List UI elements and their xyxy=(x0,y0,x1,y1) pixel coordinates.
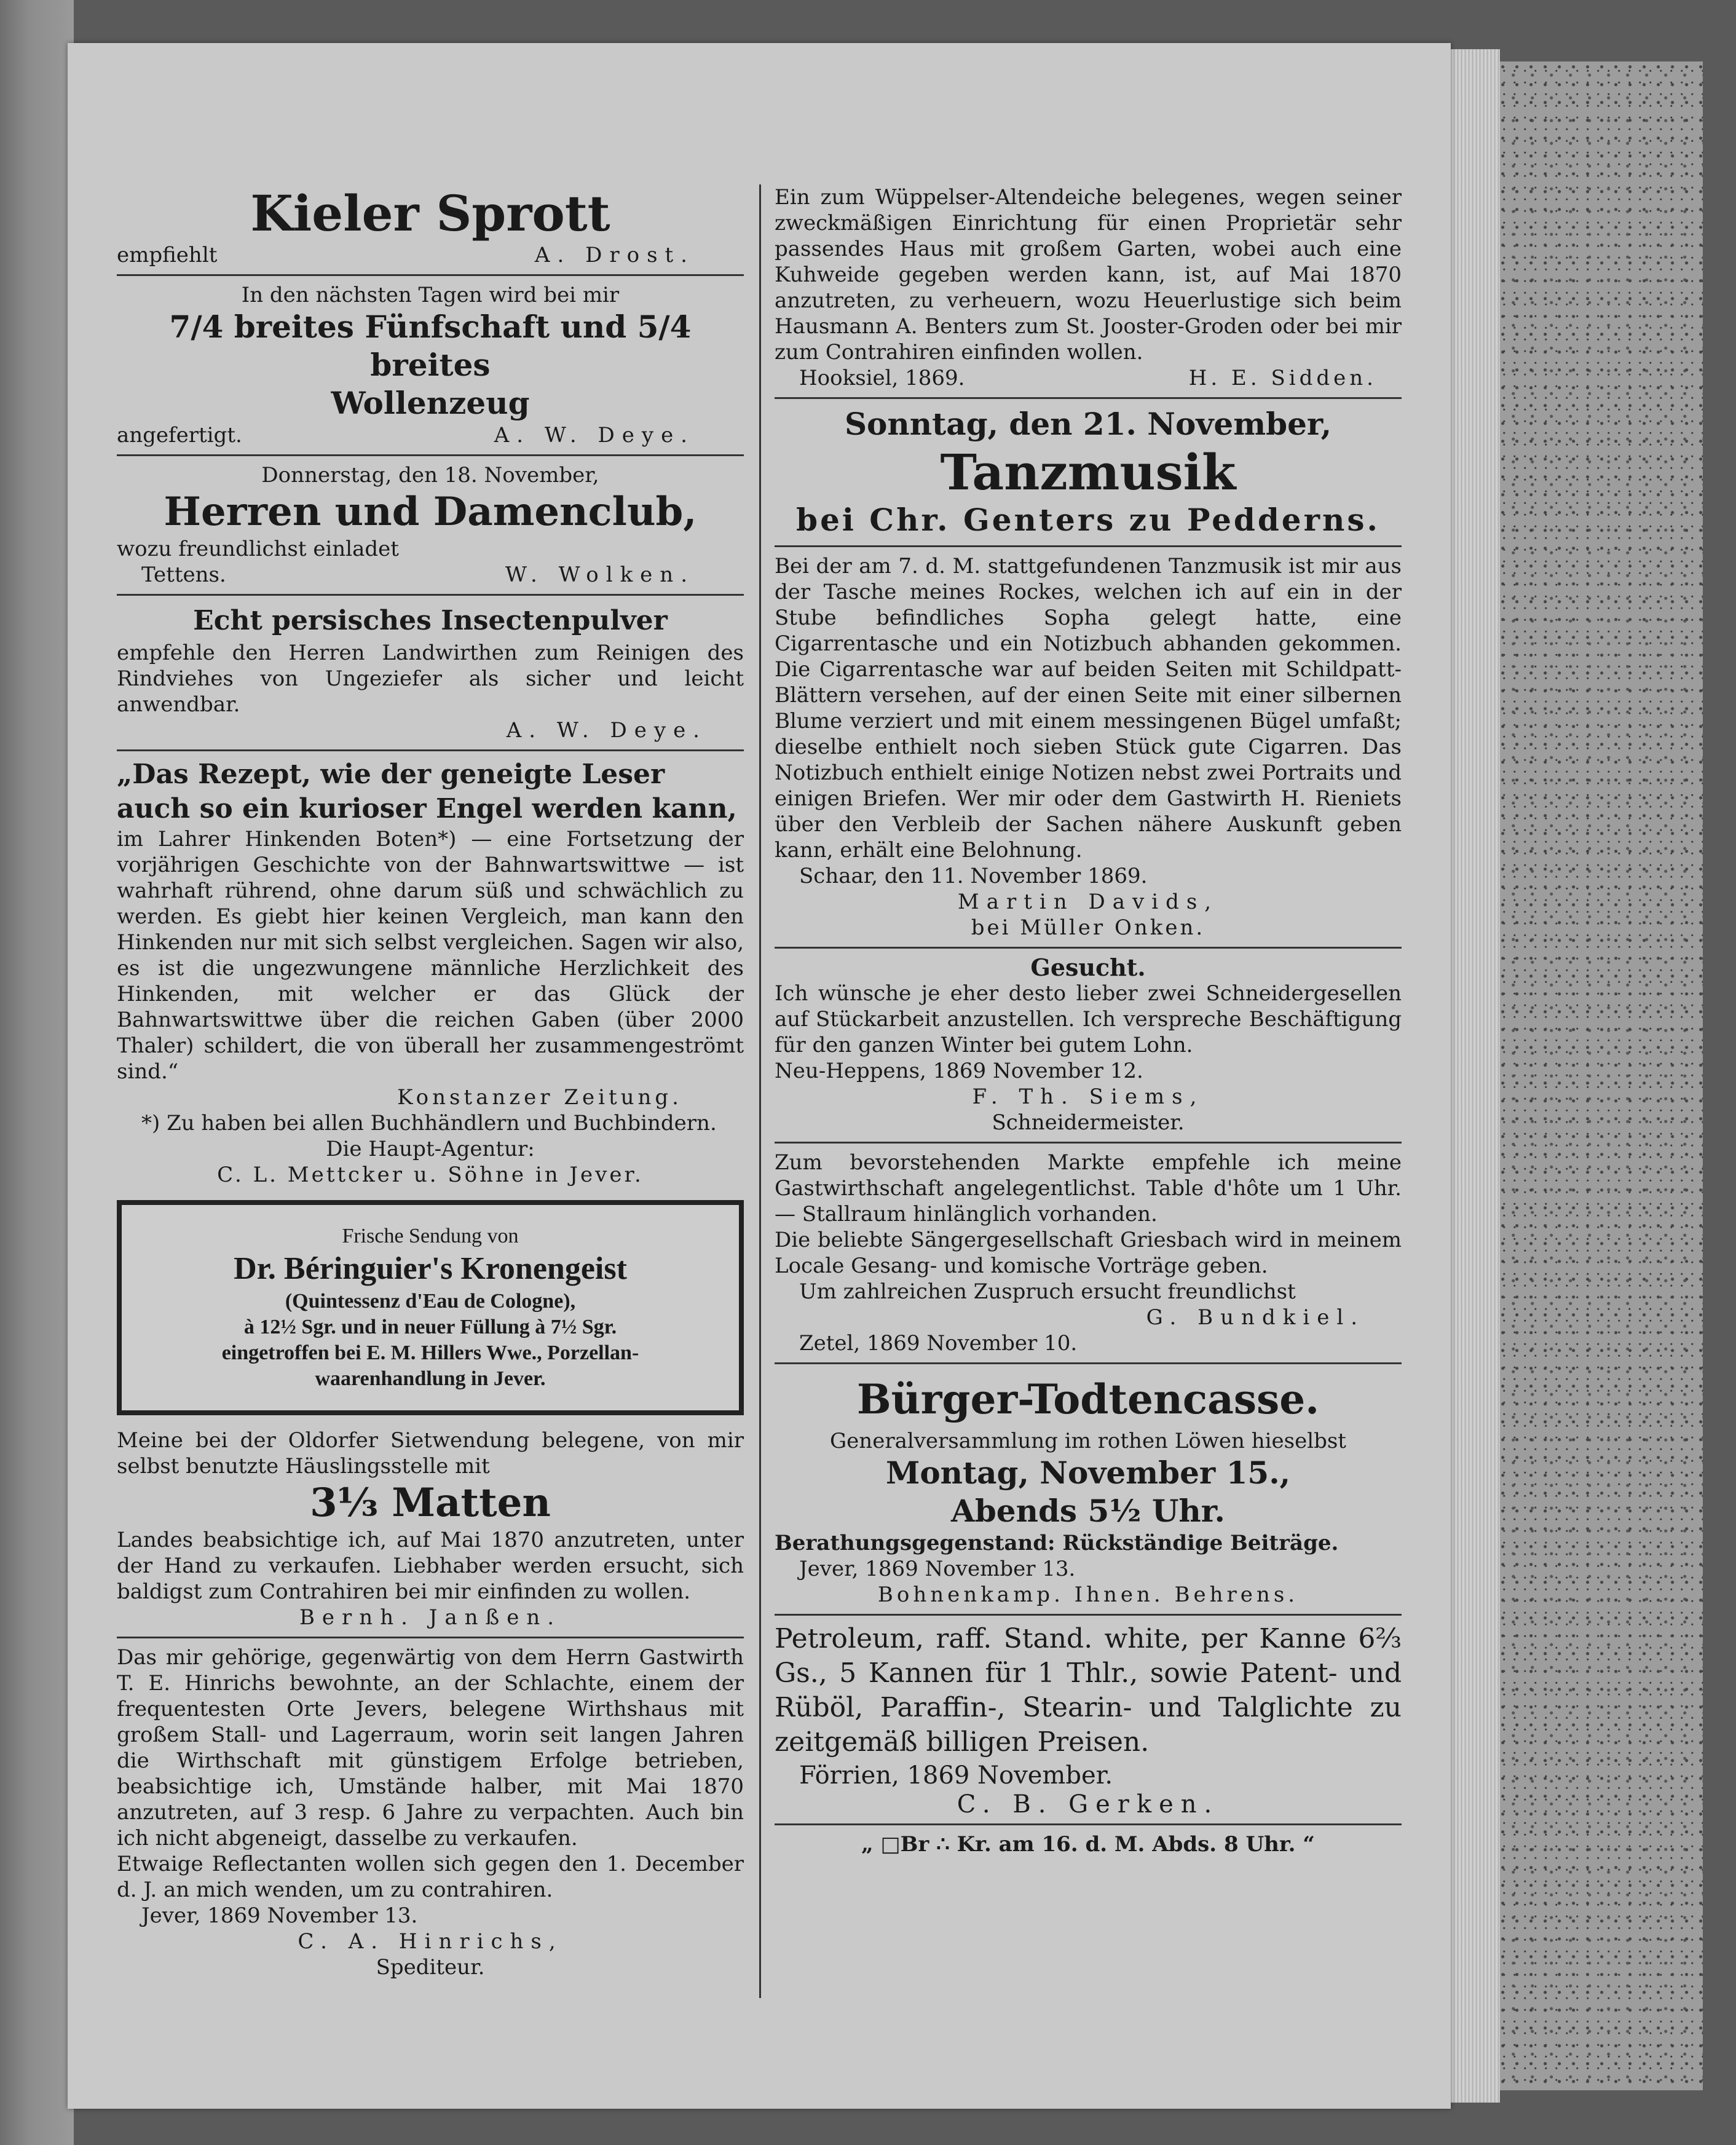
divider xyxy=(117,749,744,751)
ad-deye-wollenzeug xyxy=(117,282,744,448)
box-line: à 12½ Sgr. und in neuer Füllung à 7½ Sgr. xyxy=(243,1316,617,1338)
ad-signers: Bohnenkamp. Ihnen. Behrens. xyxy=(877,1582,1299,1607)
divider xyxy=(775,1614,1402,1616)
ad-intro: Meine bei der Oldorfer Sietwendung belegene, von mir selbst benutzte Häuslingsstelle mit xyxy=(117,1428,744,1479)
ad-date: Donnerstag, den 18. November, xyxy=(261,463,599,488)
divider xyxy=(117,274,744,276)
ad-matten xyxy=(117,1428,744,1630)
ad-place: Hooksiel, 1869. xyxy=(799,366,965,390)
ad-body-2: Etwaige Reflectanten wollen sich gegen den 1. December d. J. an mich wenden, um zu contrahiren. xyxy=(117,1852,744,1902)
box-line: Frische Sendung von xyxy=(342,1225,519,1247)
ad-signer: W. Wolken. xyxy=(505,563,695,587)
newspaper-page xyxy=(68,43,1451,2109)
ad-date-2: Jever, 1869 November 13. xyxy=(799,1557,1076,1581)
ad-kieler-sprott xyxy=(117,184,744,268)
ad-date: Zetel, 1869 November 10. xyxy=(799,1331,1078,1356)
footer-notice: „ □Br ∴ Kr. am 16. d. M. Abds. 8 Uhr. “ xyxy=(861,1832,1315,1857)
ad-headline: Bürger-Todtencasse. xyxy=(856,1375,1320,1423)
ad-headline: 3⅓ Matten xyxy=(310,1480,551,1526)
ad-source: Konstanzer Zeitung. xyxy=(397,1085,682,1110)
ad-body: Zum bevorstehenden Markte empfehle ich meine Gastwirthschaft angelegentlichst. Table d'hôte um 1 Uhr. — Stallraum hinlänglich vorhanden. xyxy=(775,1150,1402,1227)
ad-text: wozu freundlichst einladet xyxy=(117,537,399,561)
ad-place: Tettens. xyxy=(141,563,226,587)
box-line: (Quintessenz d'Eau de Cologne), xyxy=(285,1290,576,1313)
ad-sidden xyxy=(775,184,1402,391)
ad-kronengeist-box xyxy=(117,1200,744,1415)
divider xyxy=(775,1362,1402,1364)
ad-tanzmusik xyxy=(775,405,1402,539)
ad-time: Abends 5½ Uhr. xyxy=(951,1493,1225,1529)
right-column xyxy=(775,184,1402,1857)
ad-signer: A. W. Deye. xyxy=(494,423,695,448)
divider xyxy=(775,545,1402,547)
ad-body: im Lahrer Hinkenden Boten*) — eine Fortsetzung der vorjährigen Geschichte von der Bahnwartswittwe — ist wahrhaft rührend, ohne darum süß und schwächlich zu werden. Es giebt hier keinen Vergleich, man kann den Hinkenden nur mit sich selbst vergleichen. Sagen wir also, es ist die ungezwungene männliche Herzlichkeit des Hinkenden, mit welcher er das Glück der Bahnwartswittwe über die reichen Gaben (über 2000 Thaler) schildert, die von überall her zusammengeströmt sind.“ xyxy=(117,827,744,1084)
ad-signer-title: Schneidermeister. xyxy=(992,1110,1185,1135)
ad-body: Landes beabsichtige ich, auf Mai 1870 anzutreten, unter der Hand zu verkaufen. Liebhaber werden ersucht, sich baldigst zum Contrahiren bei mir einfinden zu wollen. xyxy=(117,1528,744,1604)
left-column xyxy=(117,184,744,1986)
ad-body-2: Die beliebte Sängergesellschaft Griesbach wird in meinem Locale Gesang- und komische Vorträge geben. xyxy=(775,1228,1402,1278)
ad-headline: Tanzmusik xyxy=(940,443,1236,501)
ad-body: Petroleum, raff. Stand. white, per Kanne 6⅔ Gs., 5 Kannen für 1 Thlr., sowie Patent- und Rüböl, Paraffin-, Stearin- und Talglichte zu zeitgemäß billigen Preisen. xyxy=(775,1623,1402,1758)
ad-text: Generalversammlung im rothen Löwen hieselbst xyxy=(830,1429,1346,1453)
divider xyxy=(117,594,744,596)
ad-davids xyxy=(775,553,1402,941)
divider xyxy=(117,1637,744,1638)
ad-signer: C. B. Gerken. xyxy=(957,1790,1220,1819)
ad-signer: A. W. Deye. xyxy=(506,718,707,743)
ad-text: empfiehlt xyxy=(117,243,218,267)
ad-insectenpulver xyxy=(117,602,744,743)
ad-rezept xyxy=(117,757,744,1188)
divider xyxy=(117,454,744,456)
divider xyxy=(775,397,1402,399)
ad-body: empfehle den Herren Landwirthen zum Reinigen des Rindviehes von Ungeziefer als sicher und leicht anwendbar. xyxy=(117,641,744,717)
ad-agency: Die Haupt-Agentur: xyxy=(326,1137,535,1161)
ad-signer: F. Th. Siems, xyxy=(972,1084,1204,1109)
ad-headline: Herren und Damenclub, xyxy=(164,489,697,535)
ad-subheadline: bei Chr. Genters zu Pedderns. xyxy=(796,502,1380,538)
box-title: Dr. Béringuier's Kronengeist xyxy=(234,1251,627,1286)
book-binding-left xyxy=(0,0,74,2145)
box-line: waarenhandlung in Jever. xyxy=(315,1367,546,1390)
ad-body: Bei der am 7. d. M. stattgefundenen Tanzmusik ist mir aus der Tasche meines Rockes, welchen ich auf ein in der Stube befindliches Sopha gelegt hatte, eine Cigarrentasche und ein Notizbuch abhanden gekommen. Die Cigarrentasche war auf beiden Seiten mit Schildpatt-Blättern versehen, auf der einen Seite mit einer silbernen Blume verziert und mit einem messingenen Bügel umfaßt; dieselbe enthielt noch sieben Stück gute Cigarren. Das Notizbuch enthielt einige Notizen nebst zwei Portraits und einigen Briefen. Wer mir oder dem Gastwirth H. Rieniets über den Verbleib der Sachen nähere Auskunft geben kann, erhält eine Belohnung. xyxy=(775,554,1402,863)
ad-date: Förrien, 1869 November. xyxy=(799,1761,1113,1790)
ad-club xyxy=(117,462,744,588)
ad-body: Ein zum Wüppelser-Altendeiche belegenes, wegen seiner zweckmäßigen Einrichtung für einen Proprietär sehr passendes Haus mit großem Garten, wobei auch eine Kuhweide gegeben werden kann, ist, auf Mai 1870 anzutreten, zu verheuern, wozu Heuerlustige sich beim Hausmann A. Benters zum St. Jooster-Groden oder bei mir zum Contrahiren einfinden wollen. xyxy=(775,185,1402,365)
column-separator xyxy=(759,184,761,1998)
divider xyxy=(775,1142,1402,1144)
ad-date: Montag, November 15., xyxy=(885,1455,1291,1491)
ad-bundkiel xyxy=(775,1150,1402,1356)
ad-headline: „Das Rezept, wie der geneigte Leser auch so ein kurioser Engel werden kann, xyxy=(117,759,737,824)
ad-signer: A. Drost. xyxy=(534,243,695,267)
ad-gesucht xyxy=(775,955,1402,1136)
ad-date: Sonntag, den 21. November, xyxy=(844,406,1332,442)
ad-agency-name: C. L. Mettcker u. Söhne in Jever. xyxy=(217,1163,644,1187)
ad-headline-2: Wollenzeug xyxy=(331,385,530,421)
ad-body: Ich wünsche je eher desto lieber zwei Schneidergesellen auf Stückarbeit anzustellen. Ich verspreche Beschäftigung für den ganzen Winter bei gutem Lohn. xyxy=(775,981,1402,1057)
ad-topic: Berathungsgegenstand: Rückständige Beiträge. xyxy=(775,1531,1339,1555)
book-cover-right xyxy=(1500,61,1703,2090)
ad-gerken xyxy=(775,1622,1402,1817)
page-edges xyxy=(1451,49,1500,2103)
ad-date: Jever, 1869 November 13. xyxy=(141,1903,418,1928)
ad-signer-title: Spediteur. xyxy=(376,1955,485,1980)
divider xyxy=(775,1823,1402,1825)
ad-footnote: *) Zu haben bei allen Buchhändlern und Buchbindern. xyxy=(141,1111,717,1136)
ad-signer: H. E. Sidden. xyxy=(1188,366,1377,390)
ad-intro: In den nächsten Tagen wird bei mir xyxy=(241,283,620,307)
ad-headline: Kieler Sprott xyxy=(250,184,610,242)
ad-signer-2: bei Müller Onken. xyxy=(971,915,1205,940)
ad-signer: Martin Davids, xyxy=(957,890,1219,914)
ad-hinrichs xyxy=(117,1645,744,1980)
ad-body: Das mir gehörige, gegenwärtig von dem Herrn Gastwirth T. E. Hinrichs bewohnte, an der Schlachte, einem der frequentesten Orte Jevers, belegene Wirthshaus mit großem Stall- und Lagerraum, worin seit langen Jahren die Wirthschaft mit günstigem Erfolge betrieben, beabsichtige ich, Umstände halber, mit Mai 1870 anzutreten, auf 3 resp. 6 Jahre zu verpachten. Auch bin ich nicht abgeneigt, dasselbe zu verkaufen. xyxy=(117,1645,744,1851)
ad-date: Neu-Heppens, 1869 November 12. xyxy=(775,1059,1143,1083)
ad-headline: Gesucht. xyxy=(1030,954,1146,981)
ad-headline: 7/4 breites Fünfschaft und 5/4 breites xyxy=(169,309,692,383)
ad-text: angefertigt. xyxy=(117,423,242,448)
ad-date: Schaar, den 11. November 1869. xyxy=(799,864,1148,888)
ad-headline: Echt persisches Insectenpulver xyxy=(193,605,668,636)
box-line: eingetroffen bei E. M. Hillers Wwe., Porzellan- xyxy=(221,1341,639,1364)
divider xyxy=(775,947,1402,949)
ad-signer: Bernh. Janßen. xyxy=(299,1605,562,1630)
ad-signer: G. Bundkiel. xyxy=(1146,1305,1365,1330)
ad-buerger-todtencasse xyxy=(775,1370,1402,1608)
ad-body-3: Um zahlreichen Zuspruch ersucht freundlichst xyxy=(799,1279,1296,1304)
ad-signer: C. A. Hinrichs, xyxy=(298,1929,563,1954)
